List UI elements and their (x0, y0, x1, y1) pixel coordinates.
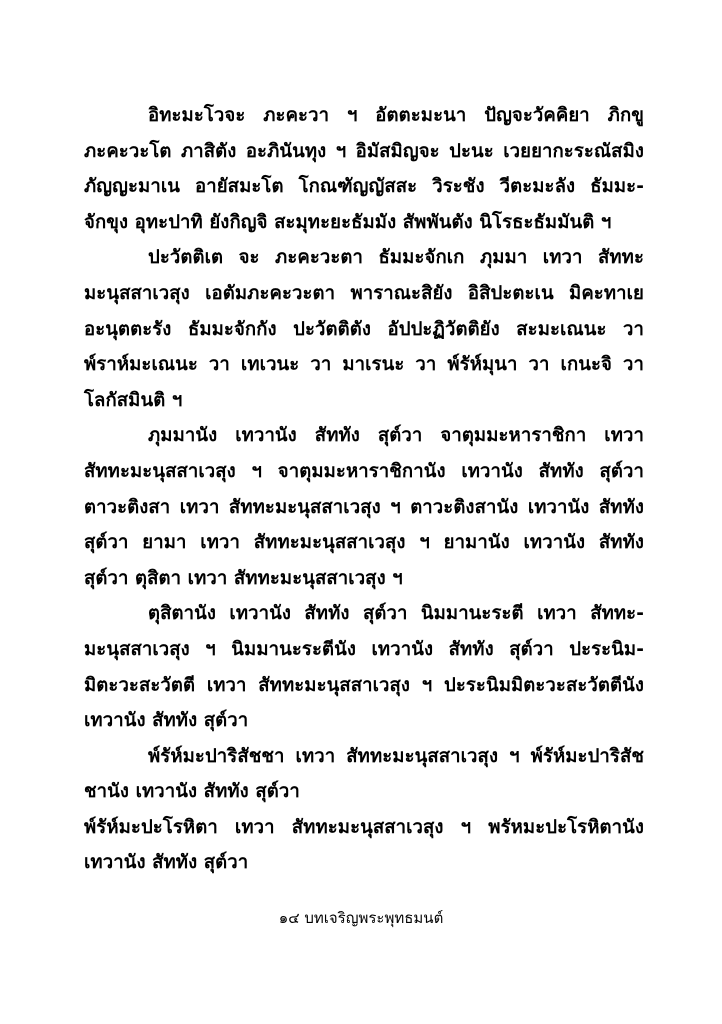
paragraph-2-line-4: พ์ราห์มะเณนะ วา เทเวนะ วา มาเรนะ วา พ์รัห์มุนา วา เกนะจิ วา (84, 354, 644, 376)
paragraph-4-line-3: มิตะวะสะวัตตี เทวา สัททะมะนุสสาเวสุง ฯ ปะระนิมมิตะวะสะวัตตีนัง (84, 674, 644, 696)
paragraph-2-line-2: มะนุสสาเวสุง เอตัมภะคะวะตา พาราณะสิยัง อิสิปะตะเน มิคะทาเย (84, 282, 644, 304)
paragraph-4-line-1: ตุสิตานัง เทวานัง สัททัง สุต์วา นิมมานะระตี เทวา สัททะ- (148, 603, 644, 625)
paragraph-1-line-1: อิทะมะโวจะ ภะคะวา ฯ อัตตะมะนา ปัญจะวัคคิยา ภิกขู (148, 105, 644, 126)
chant-text-body (84, 98, 644, 881)
paragraph-4-line-2: มะนุสสาเวสุง ฯ นิมมานะระตีนัง เทวานัง สัททัง สุต์วา ปะระนิม- (84, 638, 644, 660)
paragraph-6-line-1: พ์รัห์มะปะโรหิตา เทวา สัททะมะนุสสาเวสุง ฯ พรัหมะปะโรหิตานัง (84, 816, 644, 838)
paragraph-4-line-4: เทวานัง สัททัง สุต์วา (84, 710, 249, 732)
paragraph-1-line-4: จักขุง อุทะปาทิ ยังกิญจิ สะมุทะยะธัมมัง สัพพันตัง นิโรธะธัมมันติ ฯ (84, 211, 612, 233)
paragraph-6-line-2: เทวานัง สัททัง สุต์วา (84, 852, 249, 874)
paragraph-2-line-1: ปะวัตติเต จะ ภะคะวะตา ธัมมะจักเก ภุมมา เทวา สัททะ (148, 247, 644, 269)
paragraph-5-line-1: พ์รัห์มะปาริสัชชา เทวา สัททะมะนุสสาเวสุง ฯ พ์รัห์มะปาริสัช (148, 745, 644, 767)
paragraph-3-line-2: สัททะมะนุสสาเวสุง ฯ จาตุมมะหาราชิกานัง เทวานัง สัททัง สุต์วา (84, 460, 644, 482)
paragraph-1-line-2: ภะคะวะโต ภาสิตัง อะภินันทุง ฯ อิมัสมิญจะ ปะนะ เวยยากะระณัสมิง (84, 140, 644, 162)
paragraph-5-line-2: ชานัง เทวานัง สัททัง สุต์วา (84, 781, 300, 803)
paragraph-3-line-4: สุต์วา ยามา เทวา สัททะมะนุสสาเวสุง ฯ ยามานัง เทวานัง สัททัง (84, 532, 644, 554)
page-footer: ๑๔ บทเจริญพระพุทธมนต์ (278, 909, 444, 927)
paragraph-3-line-1: ภุมมานัง เทวานัง สัททัง สุต์วา จาตุมมะหาราชิกา เทวา (148, 425, 644, 447)
paragraph-1-line-3: ภัญญะมาเน อายัสมะโต โกณฑัญญัสสะ วิระชัง วีตะมะลัง ธัมมะ- (84, 176, 644, 198)
paragraph-3-line-3: ตาวะติงสา เทวา สัททะมะนุสสาเวสุง ฯ ตาวะติงสานัง เทวานัง สัททัง (84, 496, 644, 518)
paragraph-3-line-5: สุต์วา ตุสิตา เทวา สัททะมะนุสสาเวสุง ฯ (84, 567, 403, 589)
paragraph-2-line-3: อะนุตตะรัง ธัมมะจักกัง ปะวัตติตัง อัปปะฏิวัตติยัง สะมะเณนะ วา (84, 318, 644, 340)
paragraph-2-line-5: โลกัสมินติ ฯ (84, 389, 183, 411)
